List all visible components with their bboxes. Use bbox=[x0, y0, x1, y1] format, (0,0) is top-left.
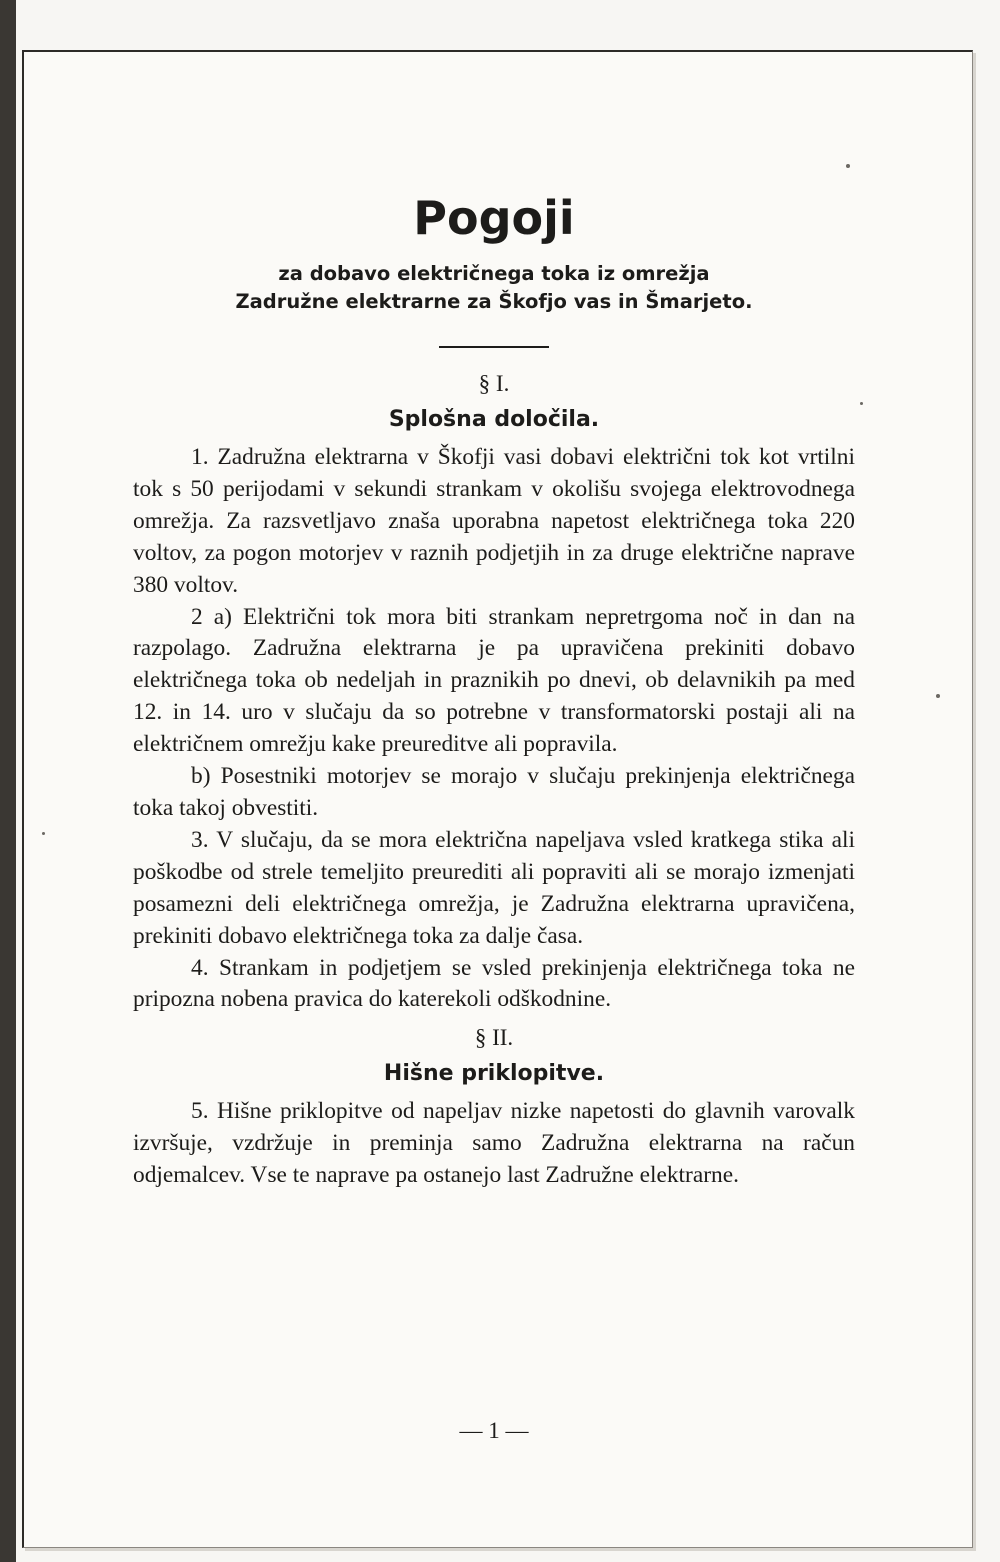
document-title: Pogoji bbox=[413, 191, 575, 245]
subtitle-line-1: za dobavo električnega toka iz omrežja bbox=[278, 262, 710, 285]
page-number: — 1 — bbox=[459, 1418, 529, 1443]
paragraph-3: 3. V slučaju, da se mora električna napeljava vsled kratkega stika ali poškodbe od strele temeljito preurediti ali popraviti ali se morajo izmenjati posamezni deli električnega omrežja, je Zadružna elektrarna upravičena, prekiniti dobavo električnega toka za dalje časa. bbox=[133, 826, 855, 949]
paragraph-1: 1. Zadružna elektrarna v Škofji vasi dobavi električni tok kot vrtilni tok s 50 perijodami v sekundi strankam v okolišu svojega elektrovodnega omrežja. Za razsvetljavo znaša uporabna napetost električnega toka 220 voltov, za pogon motorjev v raznih podjetjih in za druge električne naprave 380 voltov. bbox=[133, 444, 855, 598]
paper-speck bbox=[936, 694, 940, 698]
title-divider bbox=[133, 338, 855, 358]
paragraph-2a: 2 a) Električni tok mora biti strankam nepretrgoma noč in dan na razpolago. Zadružna elektrarna je pa upravičena prekiniti dobavo električnega toka ob nedeljah in praznikih po dnevi, ob delavnikih pa med 12. in 14. uro v slučaju da so potrebne v transformatorski postaji ali na električnem omrežju kake preureditve ali popravila. bbox=[133, 603, 855, 758]
paper-speck bbox=[860, 402, 863, 405]
section-2-heading: Hišne priklopitve. bbox=[383, 1061, 605, 1087]
paragraph-2b: b) Posestniki motorjev se morajo v slučaju prekinjenja električnega toka takoj obvestiti. bbox=[133, 763, 855, 821]
paragraph-4: 4. Strankam in podjetjem se vsled prekinjenja električnega toka ne pripozna nobena pravica do katerekoli odškodnine. bbox=[133, 954, 855, 1013]
paper-speck bbox=[42, 832, 45, 835]
paragraph-5: 5. Hišne priklopitve od napeljav nizke napetosti do glavnih varovalk izvršuje, vzdržuje in preminja samo Zadružna elektrarna na račun odjemalcev. Vse te naprave pa ostanejo last Zadružne elektrarne. bbox=[133, 1098, 855, 1189]
book-spine bbox=[0, 0, 16, 1562]
subtitle-line-2: Zadružne elektrarne za Škofjo vas in Šmarjeto. bbox=[235, 290, 753, 313]
paper-speck bbox=[846, 164, 850, 168]
page-content bbox=[133, 188, 855, 1443]
section-2-mark: § II. bbox=[474, 1025, 514, 1051]
section-1-mark: § I. bbox=[478, 371, 510, 396]
section-1-heading: Splošna določila. bbox=[388, 407, 600, 432]
document-subtitle bbox=[133, 260, 855, 316]
